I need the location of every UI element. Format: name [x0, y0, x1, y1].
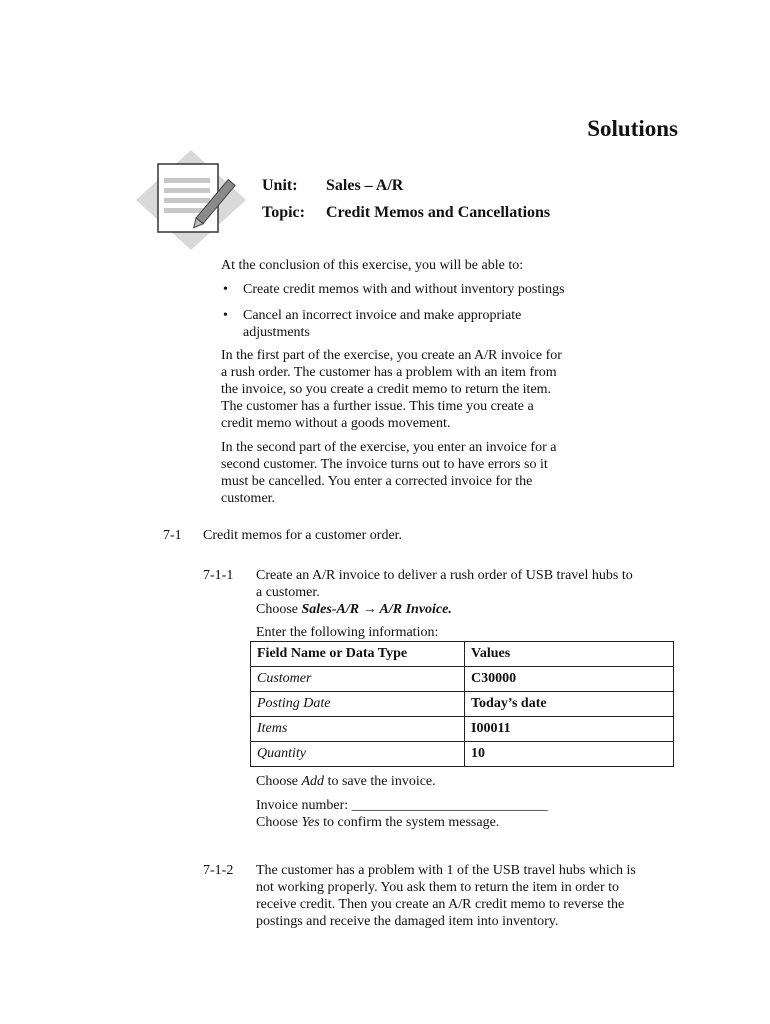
- info-table: [250, 641, 674, 767]
- step-description: Create an A/R invoice to deliver a rush order of USB travel hubs to a customer. Choose Sales-A/R → A/R Invoice.: [256, 568, 633, 617]
- unit-value: Sales – A/R: [326, 177, 404, 194]
- bullet-icon: •: [223, 308, 228, 323]
- table-cell: Today’s date: [465, 692, 674, 717]
- add-instruction: Choose Add to save the invoice.: [256, 774, 436, 789]
- table-cell: I00011: [465, 717, 674, 742]
- step-number: 7-1-1: [203, 568, 234, 583]
- bullet-icon: •: [223, 282, 228, 297]
- table-header: Field Name or Data Type: [251, 642, 465, 667]
- table-cell: Quantity: [251, 742, 465, 767]
- unit-row: [262, 177, 403, 195]
- menu-path: Sales-A/R → A/R Invoice.: [301, 602, 452, 617]
- enter-info-text: Enter the following information:: [256, 625, 439, 640]
- table-row: [251, 692, 674, 717]
- table-row: [251, 667, 674, 692]
- unit-label: Unit:: [262, 177, 298, 194]
- paragraph-2: In the second part of the exercise, you enter an invoice for a second customer. The invoice turns out to have errors so it must be cancelled. You enter a corrected invoice for the customer.: [221, 440, 557, 506]
- section-title: Credit memos for a customer order.: [203, 528, 403, 543]
- table-row: [251, 717, 674, 742]
- topic-label: Topic:: [262, 204, 305, 221]
- paragraph-1: In the first part of the exercise, you create an A/R invoice for a rush order. The customer has a problem with an item from the invoice, so you create a credit memo to return the item. The customer has a further issue. This time you create a credit memo without a goods movement.: [221, 348, 562, 431]
- table-header: Values: [465, 642, 674, 667]
- table-row: [251, 742, 674, 767]
- table-header-row: [251, 642, 674, 667]
- page-title: Solutions: [587, 116, 678, 141]
- step-description: The customer has a problem with 1 of the USB travel hubs which is not working properly. You ask them to return the item in order to receive credit. Then you create an A/R credit memo to reverse the postings and receive the damaged item into inventory.: [256, 863, 636, 929]
- bullet-text: Create credit memos with and without inventory postings: [243, 282, 565, 297]
- invoice-number-line: Invoice number: ____________________________ Choose Yes to confirm the system message.: [256, 798, 548, 830]
- bullet-text: Cancel an incorrect invoice and make appropriate adjustments: [243, 308, 522, 340]
- topic-row: [262, 204, 550, 222]
- table-cell: C30000: [465, 667, 674, 692]
- section-number: 7-1: [163, 528, 182, 543]
- table-cell: 10: [465, 742, 674, 767]
- table-cell: Posting Date: [251, 692, 465, 717]
- table-cell: Items: [251, 717, 465, 742]
- step-number: 7-1-2: [203, 863, 234, 878]
- table-cell: Customer: [251, 667, 465, 692]
- intro-text: At the conclusion of this exercise, you will be able to:: [221, 258, 524, 273]
- document-pencil-icon: [136, 150, 246, 250]
- topic-value: Credit Memos and Cancellations: [326, 204, 551, 221]
